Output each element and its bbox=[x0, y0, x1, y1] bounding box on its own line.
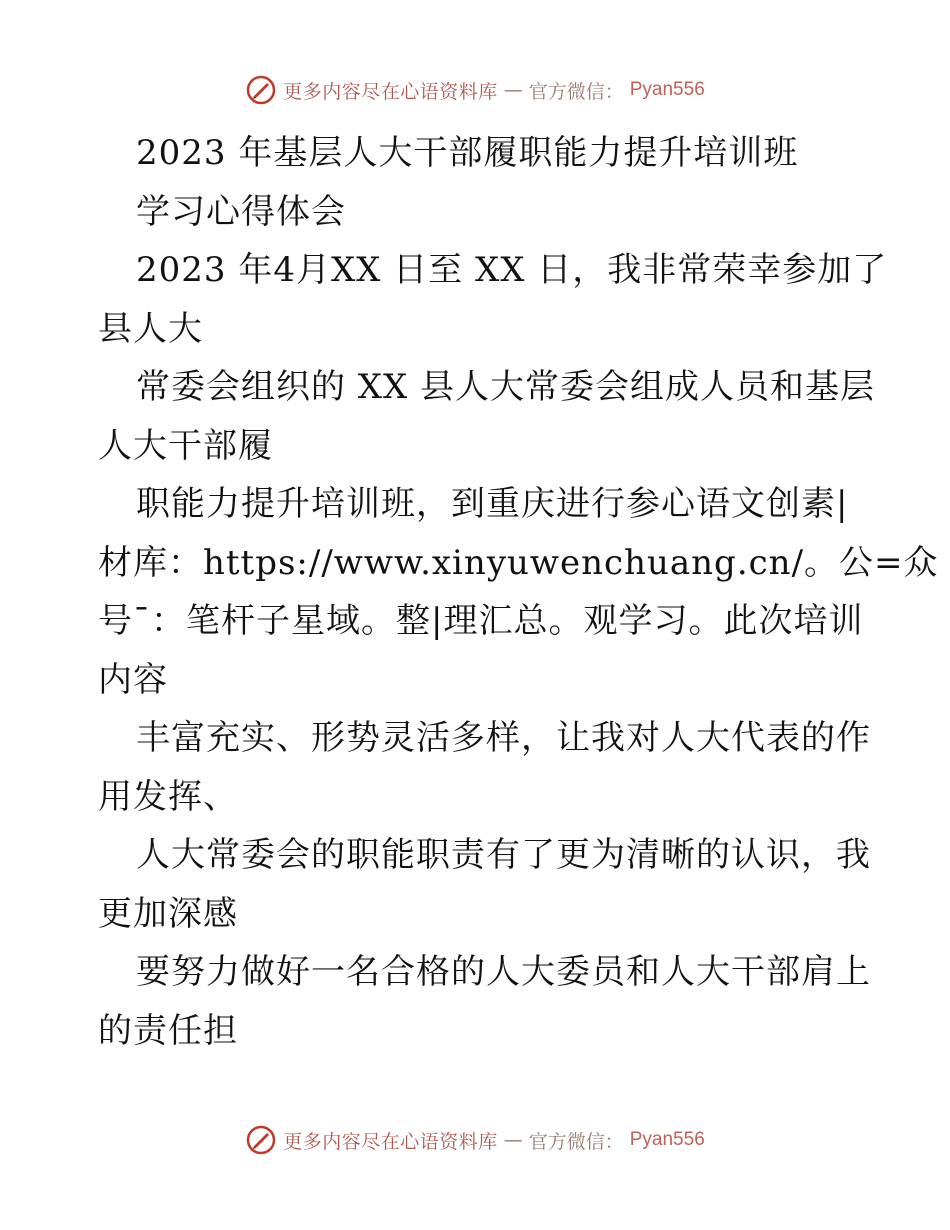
footer-banner bbox=[0, 1120, 950, 1160]
quill-logo-icon bbox=[245, 74, 277, 106]
header-wechat-label: 官方微信： bbox=[528, 80, 624, 103]
footer-site-text: 更多内容尽在心语资料库 bbox=[283, 1130, 498, 1153]
paragraph-line: 的责任担 bbox=[98, 1010, 238, 1051]
header-wechat-id: Pyan556 bbox=[629, 79, 705, 100]
paragraph-line: 材库：https://www.xinyuwenchuang.cn/。公=众 bbox=[98, 542, 939, 583]
header-banner bbox=[0, 70, 950, 110]
document-title-line: 2023 年基层人大干部履职能力提升培训班 bbox=[136, 133, 799, 173]
paragraph-line: 丰富充实、形势灵活多样，让我对人大代表的作 bbox=[136, 718, 871, 758]
header-dash: — bbox=[503, 79, 523, 101]
paragraph-line: 县人大 bbox=[98, 308, 203, 349]
paragraph-line: 内容 bbox=[98, 659, 168, 700]
footer-wechat-label: 官方微信： bbox=[528, 1130, 624, 1153]
quill-logo-icon bbox=[245, 1124, 277, 1156]
footer-wechat-id: Pyan556 bbox=[629, 1129, 705, 1150]
document-body bbox=[98, 124, 939, 1060]
paragraph-line: 人大干部履 bbox=[98, 425, 273, 466]
paragraph-line: 人大常委会的职能职责有了更为清晰的认识，我 bbox=[136, 835, 871, 875]
document-subtitle-line: 学习心得体会 bbox=[136, 191, 346, 232]
paragraph-line: 号¯：笔杆子星域。整|理汇总。观学习。此次培训 bbox=[98, 601, 864, 641]
footer-dash: — bbox=[503, 1129, 523, 1151]
paragraph-line: 更加深感 bbox=[98, 893, 238, 934]
header-site-text: 更多内容尽在心语资料库 bbox=[283, 80, 498, 103]
paragraph-line: 常委会组织的 XX 县人大常委会组成人员和基层 bbox=[136, 367, 876, 407]
paragraph-line: 职能力提升培训班，到重庆进行参心语文创素| bbox=[136, 484, 849, 524]
paragraph-line: 2023 年4月XX 日至 XX 日，我非常荣幸参加了 bbox=[136, 250, 888, 290]
paragraph-line: 要努力做好一名合格的人大委员和人大干部肩上 bbox=[136, 952, 871, 992]
paragraph-line: 用发挥、 bbox=[98, 776, 238, 817]
